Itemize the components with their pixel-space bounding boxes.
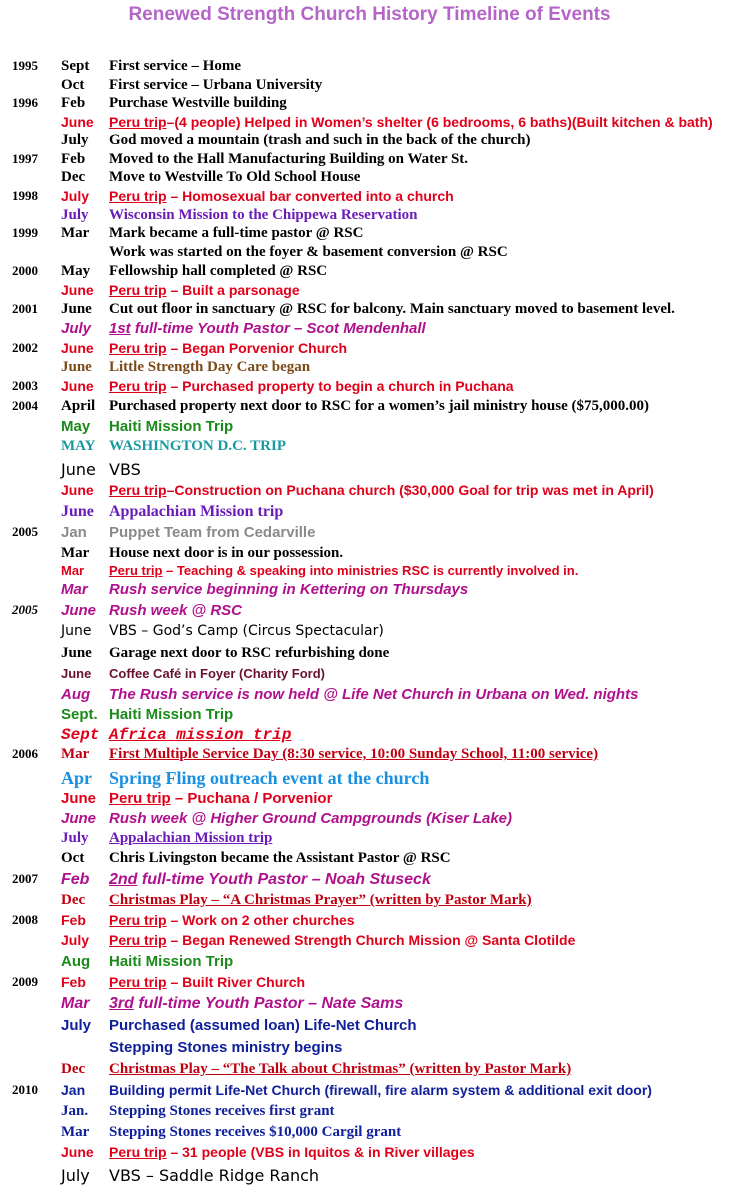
row-event bbox=[109, 746, 598, 763]
row-event-underlined: Peru trip bbox=[109, 114, 167, 130]
row-month: June bbox=[61, 1144, 94, 1160]
row-month: April bbox=[61, 398, 96, 414]
row-month: May bbox=[61, 263, 91, 279]
row-event-underlined: Christmas Play – “A Christmas Prayer” (written by Pastor Mark) bbox=[109, 892, 532, 908]
row-event-text: Purchased (assumed loan) Life-Net Church bbox=[109, 1017, 417, 1034]
row-month: Oct bbox=[61, 77, 85, 93]
row-event-underlined: Peru trip bbox=[109, 378, 167, 394]
row-event-text: Moved to the Hall Manufacturing Building on Water St. bbox=[109, 151, 469, 167]
row-event bbox=[109, 912, 355, 928]
row-month: June bbox=[61, 301, 92, 317]
row-event bbox=[109, 460, 141, 479]
row-month: Dec bbox=[61, 169, 86, 185]
row-event bbox=[109, 768, 429, 789]
row-year: 2009 bbox=[12, 974, 38, 989]
row-month: July bbox=[61, 932, 90, 948]
row-event-text: Haiti Mission Trip bbox=[109, 418, 234, 435]
row-year: 1999 bbox=[12, 225, 38, 240]
row-month: Mar bbox=[61, 563, 85, 578]
row-month: July bbox=[61, 207, 89, 223]
row-event bbox=[109, 77, 322, 94]
row-month: May bbox=[61, 418, 91, 435]
row-month: Jan. bbox=[61, 1103, 89, 1119]
row-event-underlined: Peru trip bbox=[109, 282, 167, 298]
row-event bbox=[109, 563, 578, 578]
row-event-underlined: Peru trip bbox=[109, 1144, 167, 1160]
row-month: June bbox=[61, 623, 92, 639]
row-event bbox=[109, 282, 300, 298]
row-year: 2007 bbox=[12, 871, 38, 886]
row-event bbox=[109, 482, 654, 498]
row-year: 2002 bbox=[12, 340, 38, 355]
row-year: 2006 bbox=[12, 746, 38, 761]
row-event-text: Rush service beginning in Kettering on Thursdays bbox=[109, 581, 469, 598]
row-year: 2005 bbox=[12, 602, 38, 617]
row-event-text: Cut out floor in sanctuary @ RSC for balcony. Main sanctuary moved to basement level. bbox=[109, 301, 675, 317]
row-event-text: Haiti Mission Trip bbox=[109, 706, 234, 723]
row-month: Dec bbox=[61, 1061, 86, 1077]
row-event-text: – Built a parsonage bbox=[166, 282, 300, 298]
row-event bbox=[109, 623, 384, 639]
row-year: 2000 bbox=[12, 263, 38, 278]
row-event-text: – Built River Church bbox=[166, 974, 306, 990]
row-event-underlined: 1st bbox=[109, 320, 131, 337]
row-event-text: – Homosexual bar converted into a church bbox=[166, 188, 454, 204]
row-event bbox=[109, 1124, 401, 1141]
row-month: June bbox=[61, 378, 94, 394]
row-event-underlined: 2nd bbox=[109, 871, 138, 888]
row-event bbox=[109, 151, 468, 168]
row-event-text: Purchase Westville building bbox=[109, 95, 287, 111]
row-event-text: – Began Renewed Strength Church Mission @ Santa Clotilde bbox=[166, 932, 576, 948]
row-event-underlined: Africa mission trip bbox=[109, 726, 292, 744]
row-event bbox=[109, 1144, 475, 1160]
row-event bbox=[109, 1039, 342, 1056]
row-event-underlined: Appalachian Mission trip bbox=[109, 830, 273, 846]
row-year: 1998 bbox=[12, 188, 38, 203]
row-event bbox=[109, 790, 332, 807]
row-event-text: – 31 people (VBS in Iquitos & in River villages bbox=[166, 1144, 475, 1160]
row-event bbox=[109, 892, 532, 909]
row-event bbox=[109, 726, 291, 744]
row-month: Feb bbox=[61, 974, 86, 990]
row-event-text: Stepping Stones receives first grant bbox=[109, 1103, 335, 1119]
row-month: June bbox=[61, 602, 97, 619]
row-event-text: full-time Youth Pastor – Nate Sams bbox=[133, 995, 404, 1012]
row-event-text: Purchased property next door to RSC for a women’s jail ministry house ($75,000.00) bbox=[109, 398, 649, 414]
row-event-underlined: Christmas Play – “The Talk about Christmas” (written by Pastor Mark) bbox=[109, 1061, 572, 1077]
row-event-text: – Teaching & speaking into ministries RSC is currently involved in. bbox=[162, 563, 579, 578]
row-month: Mar bbox=[61, 581, 88, 598]
row-event-text: –Construction on Puchana church ($30,000 Goal for trip was met in April) bbox=[166, 482, 654, 498]
row-month: Mar bbox=[61, 545, 90, 561]
row-month: Aug bbox=[61, 953, 91, 970]
row-event bbox=[109, 524, 315, 541]
row-event bbox=[109, 871, 431, 889]
row-event bbox=[109, 503, 283, 521]
row-year: 1996 bbox=[12, 95, 38, 110]
row-event bbox=[109, 188, 454, 204]
row-event-text: VBS – Saddle Ridge Ranch bbox=[109, 1166, 320, 1185]
row-event bbox=[109, 378, 514, 394]
row-event bbox=[109, 1017, 417, 1034]
row-event-underlined: Peru trip bbox=[109, 974, 167, 990]
row-event bbox=[109, 301, 675, 318]
row-year: 2010 bbox=[12, 1082, 38, 1097]
row-month: June bbox=[61, 460, 96, 479]
row-event-underlined: Peru trip bbox=[109, 563, 163, 578]
row-event bbox=[109, 58, 241, 75]
row-event bbox=[109, 850, 451, 867]
row-year: 1995 bbox=[12, 58, 38, 73]
row-event-text: – Purchased property to begin a church in Puchana bbox=[166, 378, 514, 394]
row-event bbox=[109, 114, 713, 130]
row-month: June bbox=[61, 340, 94, 356]
row-event-text: First service – Home bbox=[109, 58, 242, 74]
row-month: June bbox=[61, 645, 92, 661]
row-month: Sept bbox=[61, 58, 90, 74]
row-event-text: VBS bbox=[109, 460, 141, 479]
row-month: July bbox=[61, 188, 90, 204]
row-event bbox=[109, 1166, 319, 1185]
page-title: Renewed Strength Church History Timeline of Events bbox=[128, 4, 611, 25]
row-event bbox=[109, 830, 272, 847]
row-month: Sept. bbox=[61, 706, 98, 723]
row-event bbox=[109, 953, 233, 970]
row-event bbox=[109, 359, 310, 376]
row-event-text: Puppet Team from Cedarville bbox=[109, 524, 316, 541]
row-month: July bbox=[61, 1017, 92, 1034]
row-event bbox=[109, 645, 389, 662]
row-event bbox=[109, 169, 360, 186]
row-event bbox=[109, 1061, 571, 1078]
row-month: Mar bbox=[61, 225, 90, 241]
row-event bbox=[109, 666, 325, 681]
row-event bbox=[109, 995, 403, 1013]
row-event-text: Garage next door to RSC refurbishing done bbox=[109, 645, 390, 661]
row-event bbox=[109, 810, 512, 827]
row-event-text: Haiti Mission Trip bbox=[109, 953, 234, 970]
row-event bbox=[109, 545, 343, 562]
row-month: July bbox=[61, 320, 92, 337]
row-month: July bbox=[61, 1166, 90, 1185]
row-event-text: Fellowship hall completed @ RSC bbox=[109, 263, 328, 279]
row-event bbox=[109, 581, 468, 598]
row-event-text: –(4 people) Helped in Women’s shelter (6 bedrooms, 6 baths)(Built kitchen & bath) bbox=[166, 114, 713, 130]
row-event-text: Wisconsin Mission to the Chippewa Reservation bbox=[109, 207, 418, 223]
row-event bbox=[109, 418, 233, 435]
row-event-text: full-time Youth Pastor – Noah Stuseck bbox=[137, 871, 431, 888]
row-event-text: God moved a mountain (trash and such in the back of the church) bbox=[109, 132, 531, 148]
row-event bbox=[109, 207, 418, 224]
row-event-text: – Work on 2 other churches bbox=[166, 912, 355, 928]
row-event bbox=[109, 95, 287, 112]
row-month: Mar bbox=[61, 746, 90, 762]
row-year: 2004 bbox=[12, 398, 38, 413]
row-event-text: Spring Fling outreach event at the church bbox=[109, 768, 430, 788]
row-month: Jan bbox=[61, 524, 87, 541]
row-event-text: Little Strength Day Care began bbox=[109, 359, 311, 375]
row-event-underlined: Peru trip bbox=[109, 188, 167, 204]
row-event bbox=[109, 686, 638, 703]
row-event-underlined: Peru trip bbox=[109, 790, 171, 807]
row-month: Feb bbox=[61, 95, 86, 111]
row-month: Mar bbox=[61, 1124, 90, 1140]
row-year: 2005 bbox=[12, 524, 38, 539]
row-event bbox=[109, 438, 286, 455]
row-event-text: Rush week @ Higher Ground Campgrounds (Kiser Lake) bbox=[109, 810, 513, 827]
row-event-text: Appalachian Mission trip bbox=[109, 503, 284, 520]
row-event-text: House next door is in our possession. bbox=[109, 545, 344, 561]
row-event-text: – Began Porvenior Church bbox=[166, 340, 348, 356]
row-month: June bbox=[61, 810, 97, 827]
row-event-text: Coffee Café in Foyer (Charity Ford) bbox=[109, 666, 325, 681]
row-event bbox=[109, 132, 530, 149]
row-event-text: full-time Youth Pastor – Scot Mendenhall bbox=[130, 320, 426, 337]
row-event-underlined: 3rd bbox=[109, 995, 134, 1012]
row-event-underlined: Peru trip bbox=[109, 482, 167, 498]
row-month: MAY bbox=[61, 438, 96, 454]
row-month: June bbox=[61, 282, 94, 298]
row-month: June bbox=[61, 666, 92, 681]
row-event bbox=[109, 932, 575, 948]
row-event bbox=[109, 340, 347, 356]
row-event-text: Building permit Life-Net Church (firewall, fire alarm system & additional exit door) bbox=[109, 1082, 652, 1098]
row-event-underlined: Peru trip bbox=[109, 912, 167, 928]
row-month: Sept bbox=[61, 726, 100, 744]
row-event bbox=[109, 398, 649, 415]
row-event bbox=[109, 1082, 652, 1098]
row-event-underlined: Peru trip bbox=[109, 340, 167, 356]
row-month: June bbox=[61, 482, 94, 498]
row-event bbox=[109, 602, 242, 619]
row-month: Feb bbox=[61, 871, 90, 888]
row-event bbox=[109, 706, 233, 723]
row-month: Feb bbox=[61, 912, 86, 928]
row-event-underlined: Peru trip bbox=[109, 932, 167, 948]
row-event-text: – Puchana / Porvenior bbox=[170, 790, 333, 807]
row-event-text: Move to Westville To Old School House bbox=[109, 169, 361, 185]
row-month: Oct bbox=[61, 850, 85, 866]
row-event bbox=[109, 244, 508, 261]
row-event bbox=[109, 974, 305, 990]
row-event-text: Mark became a full-time pastor @ RSC bbox=[109, 225, 364, 241]
row-month: Dec bbox=[61, 892, 86, 908]
row-month: Jan bbox=[61, 1082, 86, 1098]
row-event bbox=[109, 263, 327, 280]
row-month: Mar bbox=[61, 995, 90, 1012]
row-year: 2003 bbox=[12, 378, 38, 393]
row-month: Aug bbox=[61, 686, 91, 703]
row-month: June bbox=[61, 359, 92, 375]
row-event-text: WASHINGTON D.C. TRIP bbox=[109, 438, 286, 454]
row-year: 2008 bbox=[12, 912, 38, 927]
row-month: July bbox=[61, 132, 89, 148]
row-event-text: Stepping Stones receives $10,000 Cargil grant bbox=[109, 1124, 402, 1140]
row-event-text: First service – Urbana University bbox=[109, 77, 323, 93]
row-event-text: Work was started on the foyer & basement conversion @ RSC bbox=[109, 244, 508, 260]
row-event-text: Chris Livingston became the Assistant Pastor @ RSC bbox=[109, 850, 451, 866]
row-month: June bbox=[61, 114, 94, 130]
row-event-text: VBS – God’s Camp (Circus Spectacular) bbox=[109, 623, 384, 639]
row-event bbox=[109, 225, 363, 242]
row-month: July bbox=[61, 830, 89, 846]
row-event-text: Stepping Stones ministry begins bbox=[109, 1039, 343, 1056]
row-event bbox=[109, 320, 426, 337]
row-month: Feb bbox=[61, 151, 86, 167]
row-year: 2001 bbox=[12, 301, 38, 316]
row-event-text: Rush week @ RSC bbox=[109, 602, 242, 619]
row-year: 1997 bbox=[12, 151, 38, 166]
row-month: Apr bbox=[61, 768, 92, 788]
row-month: June bbox=[61, 503, 94, 520]
row-event bbox=[109, 1103, 335, 1120]
row-event-underlined: First Multiple Service Day (8:30 service, 10:00 Sunday School, 11:00 service) bbox=[109, 746, 599, 762]
row-event-text: The Rush service is now held @ Life Net Church in Urbana on Wed. nights bbox=[109, 686, 639, 703]
row-month: June bbox=[61, 790, 97, 807]
